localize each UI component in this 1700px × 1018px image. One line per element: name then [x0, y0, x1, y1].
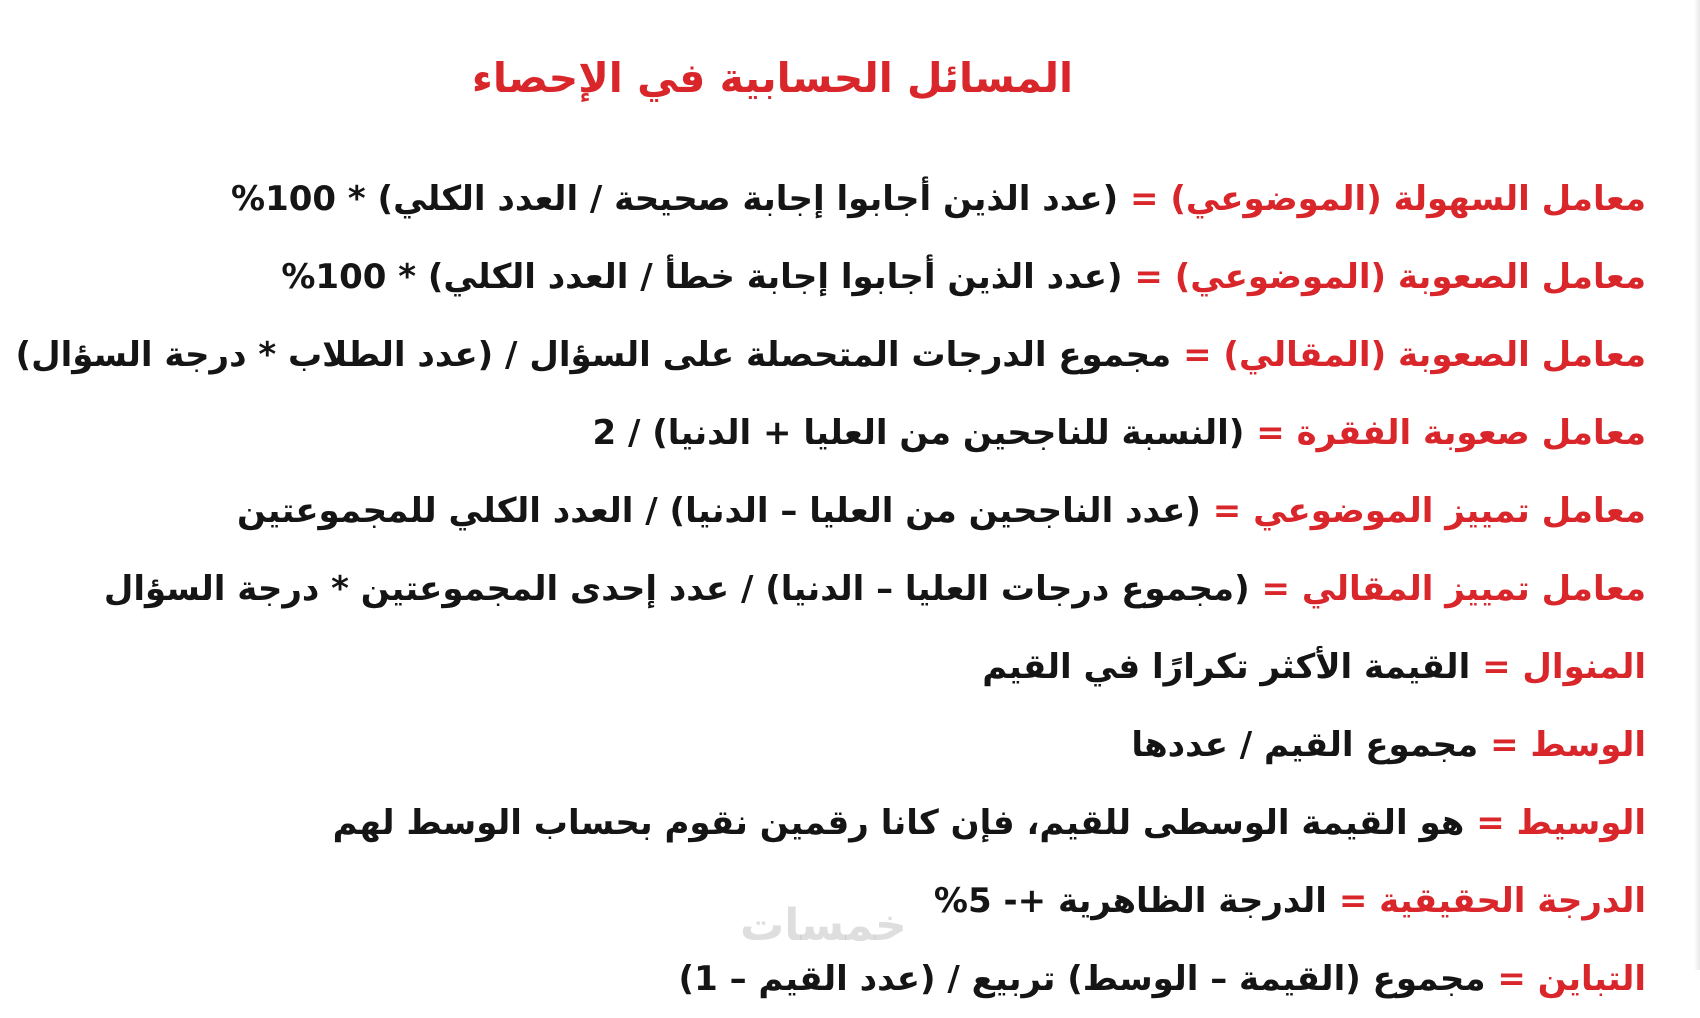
formula-term: الدرجة الحقيقية	[1379, 881, 1646, 921]
equals-sign: =	[1497, 959, 1526, 999]
formula-expression: (عدد الناجحين من العليا – الدنيا) / العدد الكلي للمجموعتين	[236, 491, 1201, 531]
formula-term: معامل تمييز المقالي	[1301, 569, 1646, 609]
formula-expression: القيمة الأكثر تكرارًا في القيم	[982, 647, 1471, 687]
equals-sign: =	[1482, 647, 1511, 687]
equals-sign: =	[1261, 569, 1290, 609]
formula-term: الوسيط	[1516, 803, 1646, 843]
formula-line-item-difficulty	[196, 394, 1646, 472]
formula-term: معامل الصعوبة (الموضوعي)	[1174, 257, 1646, 297]
formula-line-discrimination-objective	[196, 472, 1646, 550]
formula-line-median	[196, 784, 1646, 862]
formula-expression: (عدد الذين أجابوا إجابة صحيحة / العدد الكلي) * 100%	[231, 179, 1119, 219]
formula-term: معامل تمييز الموضوعي	[1253, 491, 1646, 531]
formula-term: معامل صعوبة الفقرة	[1296, 413, 1646, 453]
formula-term: المنوال	[1522, 647, 1646, 687]
formula-line-difficulty-essay	[15, 316, 1646, 394]
formula-line-mean	[196, 706, 1646, 784]
formula-line-difficulty-objective	[196, 238, 1646, 316]
equals-sign: =	[1130, 179, 1159, 219]
formula-term: معامل الصعوبة (المقالي)	[1223, 335, 1646, 375]
equals-sign: =	[1490, 725, 1519, 765]
formula-expression: مجموع (القيمة – الوسط) تربيع / (عدد القيم – 1)	[678, 959, 1486, 999]
formula-expression: هو القيمة الوسطى للقيم، فإن كانا رقمين نقوم بحساب الوسط لهم	[332, 803, 1465, 843]
formula-expression: (النسبة للناجحين من العليا + الدنيا) / 2	[592, 413, 1245, 453]
equals-sign: =	[1476, 803, 1505, 843]
formula-expression: (عدد الذين أجابوا إجابة خطأ / العدد الكلي) * 100%	[281, 257, 1123, 297]
equals-sign: =	[1183, 335, 1212, 375]
formula-line-discrimination-essay	[103, 550, 1646, 628]
equals-sign: =	[1212, 491, 1242, 531]
formula-expression: الدرجة الظاهرية +- 5%	[933, 881, 1327, 921]
equals-sign: =	[1256, 413, 1285, 453]
page-title: المسائل الحسابية في الإحصاء	[471, 54, 1074, 102]
formula-list	[15, 160, 1646, 1018]
formula-line-true-score	[196, 862, 1646, 940]
formula-term: الوسط	[1530, 725, 1646, 765]
formula-expression: مجموع القيم / عددها	[1131, 725, 1479, 765]
formula-line-variance	[196, 940, 1646, 1018]
formula-term: معامل السهولة (الموضوعي)	[1170, 179, 1646, 219]
formula-term: التباين	[1537, 959, 1646, 999]
watermark: خمسات	[740, 900, 907, 951]
formula-line-ease-objective	[196, 160, 1646, 238]
formula-expression: (مجموع درجات العليا – الدنيا) / عدد إحدى المجموعتين * درجة السؤال	[103, 569, 1250, 609]
formula-expression: مجموع الدرجات المتحصلة على السؤال / (عدد الطلاب * درجة السؤال)	[15, 335, 1172, 375]
equals-sign: =	[1134, 257, 1163, 297]
equals-sign: =	[1338, 881, 1368, 921]
page-edge-shadow	[1694, 0, 1700, 970]
formula-line-mode	[196, 628, 1646, 706]
